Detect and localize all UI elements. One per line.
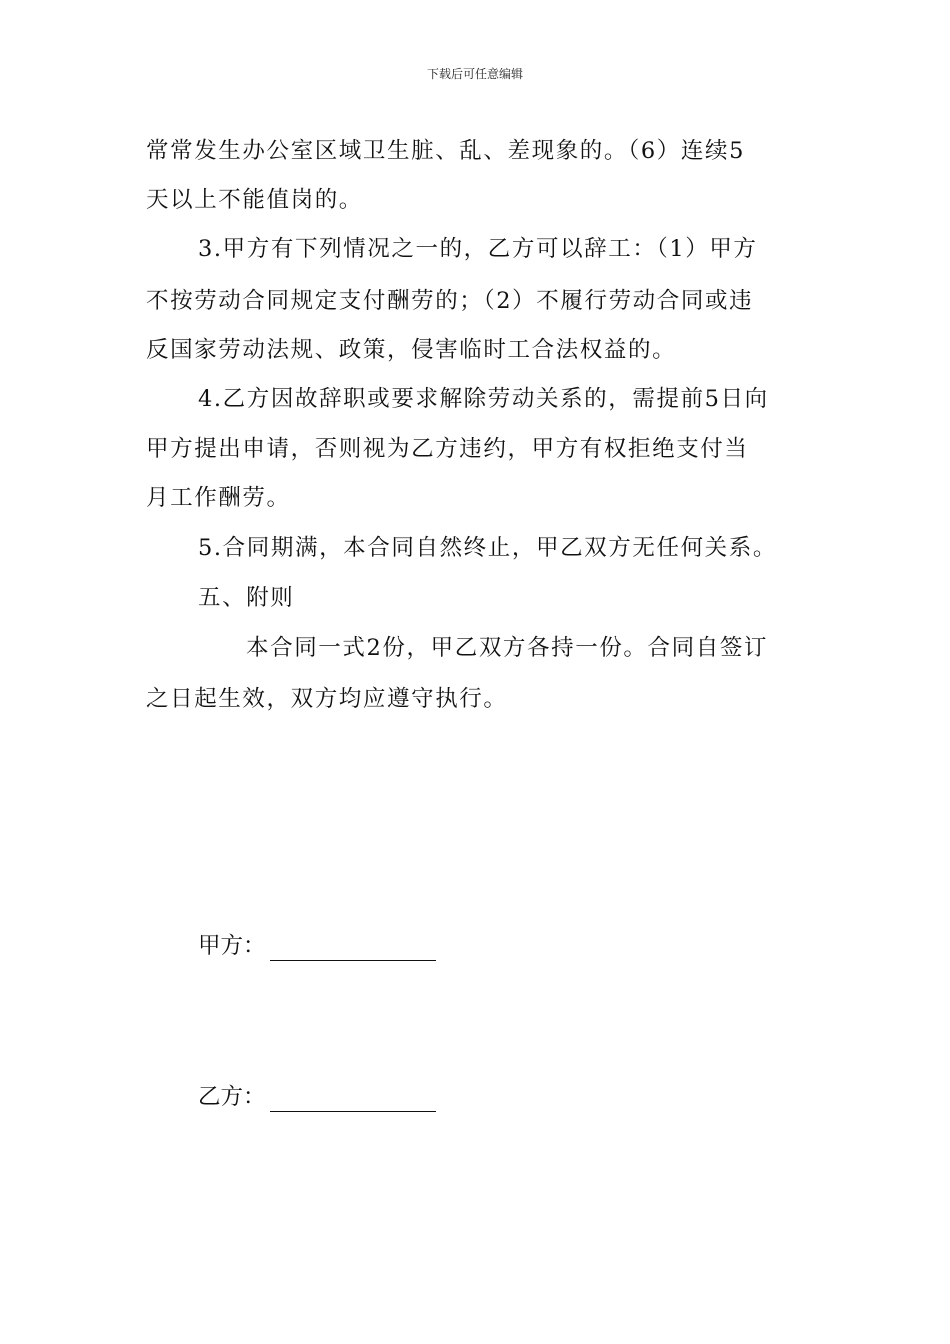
body-line: 4.乙方因故辞职或要求解除劳动关系的，需提前5日向 — [198, 386, 769, 412]
body-line: 甲方提出申请，否则视为乙方违约，甲方有权拒绝支付当 — [146, 436, 749, 462]
body-line: 常常发生办公室区域卫生脏、乱、差现象的。（6）连续5 — [146, 138, 745, 164]
party-b-signature-blank[interactable] — [270, 1087, 436, 1112]
body-line: 本合同一式2份，甲乙双方各持一份。合同自签订 — [246, 635, 769, 661]
body-line: 3.甲方有下列情况之一的，乙方可以辞工：（1）甲方 — [198, 236, 758, 262]
body-line: 天以上不能值岗的。 — [146, 187, 363, 213]
body-line: 之日起生效，双方均应遵守执行。 — [146, 686, 508, 712]
body-line: 月工作酬劳。 — [146, 485, 291, 511]
body-line: 5.合同期满，本合同自然终止，甲乙双方无任何关系。 — [198, 535, 777, 561]
section-heading: 五、附则 — [198, 585, 295, 611]
party-b-label: 乙方： — [198, 1084, 266, 1110]
party-a-label: 甲方： — [198, 933, 266, 959]
party-b-signature — [198, 1082, 436, 1112]
body-line: 反国家劳动法规、政策，侵害临时工合法权益的。 — [146, 337, 677, 363]
page-header-note: 下载后可任意编辑 — [426, 67, 523, 81]
party-a-signature — [198, 931, 436, 961]
party-a-signature-blank[interactable] — [270, 936, 436, 961]
body-line: 不按劳动合同规定支付酬劳的；（2）不履行劳动合同或违 — [146, 288, 754, 314]
